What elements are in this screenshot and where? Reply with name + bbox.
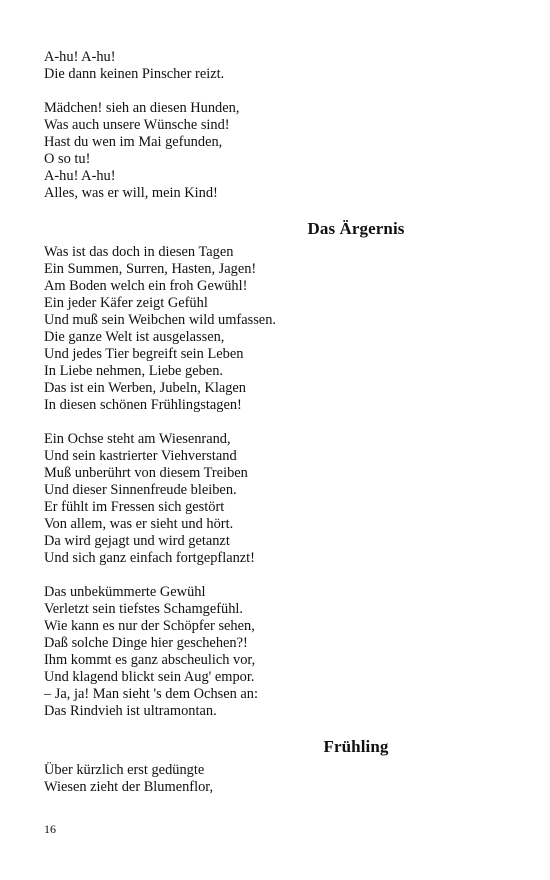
poem-line: Daß solche Dinge hier geschehen?! <box>44 635 248 651</box>
poem-line: Die ganze Welt ist ausgelassen, <box>44 329 225 345</box>
poem-line: Alles, was er will, mein Kind! <box>44 185 218 201</box>
poem-line: Wiesen zieht der Blumenflor, <box>44 779 214 795</box>
page-number: 16 <box>44 822 56 836</box>
poem-line: Muß unberührt von diesem Treiben <box>44 465 248 481</box>
poem-line: Am Boden welch ein froh Gewühl! <box>44 278 248 294</box>
poem-line: Von allem, was er sieht und hört. <box>44 516 234 532</box>
poem-line: Über kürzlich erst gedüngte <box>44 762 205 778</box>
poem-line: Und sein kastrierter Viehverstand <box>44 448 237 464</box>
stanza <box>44 431 506 567</box>
poem-line: Das ist ein Werben, Jubeln, Klagen <box>44 380 246 396</box>
poem-line: A-hu! A-hu! <box>44 49 116 65</box>
stanza <box>44 244 506 414</box>
poem-line: Das Rindvieh ist ultramontan. <box>44 703 217 719</box>
poem-line: Was auch unsere Wünsche sind! <box>44 117 230 133</box>
poem-line: Ein Ochse steht am Wiesenrand, <box>44 431 231 447</box>
poem-line: Da wird gejagt und wird getanzt <box>44 533 230 549</box>
stanza <box>44 100 506 202</box>
poem-line: In diesen schönen Frühlingstagen! <box>44 397 242 413</box>
poem-line: Und jedes Tier begreift sein Leben <box>44 346 244 362</box>
poem-line: In Liebe nehmen, Liebe geben. <box>44 363 224 379</box>
poem-line: Die dann keinen Pinscher reizt. <box>44 66 225 82</box>
poem-line: Mädchen! sieh an diesen Hunden, <box>44 100 240 116</box>
poem-line: Ein jeder Käfer zeigt Gefühl <box>44 295 208 311</box>
poem-line: Was ist das doch in diesen Tagen <box>44 244 234 260</box>
stanza <box>44 584 506 720</box>
poem-line: A-hu! A-hu! <box>44 168 116 184</box>
poem-line: – Ja, ja! Man sieht 's dem Ochsen an: <box>44 686 259 702</box>
poem-title: Frühling <box>323 737 389 756</box>
poem-line: Ein Summen, Surren, Hasten, Jagen! <box>44 261 257 277</box>
poem-line: Hast du wen im Mai gefunden, <box>44 134 223 150</box>
poem-line: Und sich ganz einfach fortgepflanzt! <box>44 550 255 566</box>
poem-line: Das unbekümmerte Gewühl <box>44 584 206 600</box>
stanza <box>44 762 506 796</box>
poem-line: Ihm kommt es ganz abscheulich vor, <box>44 652 256 668</box>
stanza <box>44 49 506 83</box>
poem-title: Das Ärgernis <box>307 219 405 238</box>
poem-line: Und muß sein Weibchen wild umfassen. <box>44 312 276 328</box>
poem-line: Und dieser Sinnenfreude bleiben. <box>44 482 237 498</box>
poem-line: Und klagend blickt sein Aug' empor. <box>44 669 255 685</box>
poem-page <box>44 49 506 813</box>
poem-line: O so tu! <box>44 151 91 167</box>
poem-line: Wie kann es nur der Schöpfer sehen, <box>44 618 255 634</box>
poem-line: Verletzt sein tiefstes Schamgefühl. <box>44 601 244 617</box>
poem-line: Er fühlt im Fressen sich gestört <box>44 499 225 515</box>
